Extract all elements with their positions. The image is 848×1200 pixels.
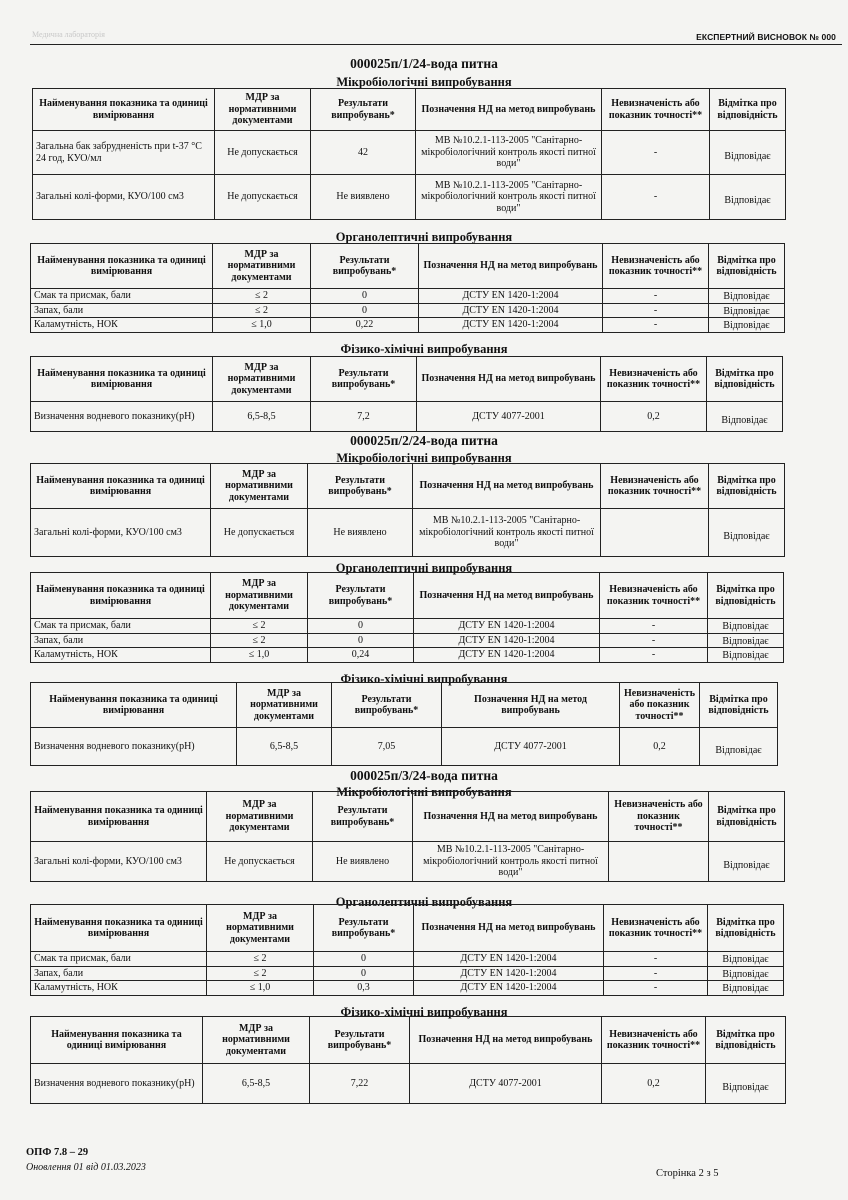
cell-uncert: - xyxy=(604,952,708,967)
faint-header-text: Медична лабораторія xyxy=(32,30,105,39)
section-title: Мікробіологічні випробування xyxy=(336,785,512,799)
header-uncert: Невизначеність або показник точності** xyxy=(604,905,708,952)
header-name: Найменування показника та одиниці вимірювання xyxy=(31,357,213,402)
cell-uncert: 0,2 xyxy=(602,1064,706,1104)
cell-name: Визначення водневого показнику(pH) xyxy=(31,402,213,432)
cell-mark: Відповідає xyxy=(709,318,785,333)
cell-mark: Відповідає xyxy=(709,509,785,557)
header-uncert: Невизначеність або показник точності** xyxy=(602,1017,706,1064)
header-uncert: Невизначеність або показник точності** xyxy=(600,573,708,619)
cell-mark: Відповідає xyxy=(708,619,784,634)
cell-method: ДСТУ EN 1420-1:2004 xyxy=(419,318,603,333)
cell-mark: Відповідає xyxy=(709,289,785,304)
header-name: Найменування показника та одиниці вимірювання xyxy=(31,464,211,509)
cell-mdr: ≤ 1,0 xyxy=(207,981,314,996)
cell-result: Не виявлено xyxy=(311,175,416,220)
table-row xyxy=(33,175,786,220)
header-method: Позначення НД на метод випробувань xyxy=(414,905,604,952)
table-row xyxy=(31,303,785,318)
header-result: Результати випробувань* xyxy=(332,683,442,728)
header-mark: Відмітка про відповідність xyxy=(709,244,785,289)
cell-method: ДСТУ 4077-2001 xyxy=(417,402,601,432)
cell-mark: Відповідає xyxy=(710,131,786,175)
table-row xyxy=(31,981,784,996)
cell-mdr: ≤ 2 xyxy=(211,619,308,634)
results-table xyxy=(30,682,778,766)
cell-result: 0 xyxy=(314,966,414,981)
cell-uncert: 0,2 xyxy=(620,728,700,766)
header-method: Позначення НД на метод випробувань xyxy=(410,1017,602,1064)
cell-mark: Відповідає xyxy=(709,303,785,318)
table-header-row xyxy=(31,357,783,402)
cell-uncert: - xyxy=(604,966,708,981)
header-mdr: МДР за нормативними документами xyxy=(211,464,308,509)
cell-method: ДСТУ EN 1420-1:2004 xyxy=(414,633,600,648)
header-method: Позначення НД на метод випробувань xyxy=(414,573,600,619)
cell-method: МВ №10.2.1-113-2005 "Санітарно-мікробіологічний контроль якості питної води" xyxy=(413,842,609,882)
section-title: Органолептичні випробування xyxy=(335,230,513,244)
sample-title: 000025п/2/24-вода питна xyxy=(350,433,498,448)
header-method: Позначення НД на метод випробувань xyxy=(416,89,602,131)
header-result: Результати випробувань* xyxy=(308,573,414,619)
header-result: Результати випробувань* xyxy=(311,244,419,289)
header-mark: Відмітка про відповідність xyxy=(709,464,785,509)
section-title: Мікробіологічні випробування xyxy=(336,451,512,465)
cell-result: 7,22 xyxy=(310,1064,410,1104)
cell-mark: Відповідає xyxy=(710,175,786,220)
cell-uncert xyxy=(609,842,709,882)
table-row xyxy=(31,648,784,663)
sample-title: 000025п/3/24-вода питна xyxy=(350,768,498,783)
header-name: Найменування показника та одиниці вимірювання xyxy=(31,244,213,289)
table-row xyxy=(31,318,785,333)
cell-result: 0 xyxy=(308,633,414,648)
cell-method: ДСТУ EN 1420-1:2004 xyxy=(414,981,604,996)
cell-mdr: 6,5-8,5 xyxy=(213,402,311,432)
table-row xyxy=(31,842,785,882)
form-code: ОПФ 7.8 – 29 xyxy=(26,1147,89,1158)
header-uncert: Невизначеність або показник точності** xyxy=(609,792,709,842)
cell-result: 0 xyxy=(314,952,414,967)
results-table xyxy=(30,243,785,333)
header-mdr: МДР за нормативними документами xyxy=(213,244,311,289)
table-header-row xyxy=(31,464,785,509)
cell-uncert: - xyxy=(603,318,709,333)
table-row xyxy=(31,619,784,634)
cell-mdr: Не допускається xyxy=(215,175,311,220)
cell-name: Каламутність, НОК xyxy=(31,648,211,663)
cell-mdr: ≤ 2 xyxy=(211,633,308,648)
header-method: Позначення НД на метод випробувань xyxy=(442,683,620,728)
table-row xyxy=(31,509,785,557)
cell-uncert: - xyxy=(602,175,710,220)
cell-mark: Відповідає xyxy=(708,633,784,648)
cell-method: МВ №10.2.1-113-2005 "Санітарно-мікробіологічний контроль якості питної води" xyxy=(413,509,601,557)
header-uncert: Невизначеність або показник точності** xyxy=(603,244,709,289)
cell-mdr: Не допускається xyxy=(211,509,308,557)
header-name: Найменування показника та одиниці вимірювання xyxy=(31,683,237,728)
header-mark: Відмітка про відповідність xyxy=(706,1017,786,1064)
cell-method: ДСТУ EN 1420-1:2004 xyxy=(414,648,600,663)
header-mdr: МДР за нормативними документами xyxy=(237,683,332,728)
header-mark: Відмітка про відповідність xyxy=(700,683,778,728)
table-row xyxy=(31,402,783,432)
cell-result: 0,3 xyxy=(314,981,414,996)
table-header-row xyxy=(31,792,785,842)
table-header-row xyxy=(31,573,784,619)
section-title: Органолептичні випробування xyxy=(335,561,513,575)
cell-mdr: ≤ 1,0 xyxy=(213,318,311,333)
cell-method: ДСТУ 4077-2001 xyxy=(410,1064,602,1104)
cell-mdr: ≤ 2 xyxy=(207,966,314,981)
header-method: Позначення НД на метод випробувань xyxy=(419,244,603,289)
cell-mark: Відповідає xyxy=(707,402,783,432)
header-result: Результати випробувань* xyxy=(311,89,416,131)
header-mark: Відмітка про відповідність xyxy=(707,357,783,402)
header-mark: Відмітка про відповідність xyxy=(710,89,786,131)
cell-uncert: - xyxy=(600,619,708,634)
section-title: Фізико-хімічні випробування xyxy=(340,672,508,686)
header-result: Результати випробувань* xyxy=(311,357,417,402)
header-mdr: МДР за нормативними документами xyxy=(213,357,311,402)
cell-mdr: 6,5-8,5 xyxy=(237,728,332,766)
sample-title: 000025п/1/24-вода питна xyxy=(350,56,498,71)
header-name: Найменування показника та одиниці вимірювання xyxy=(33,89,215,131)
cell-name: Загальні колі-форми, КУО/100 см3 xyxy=(31,509,211,557)
page-number: Сторінка 2 з 5 xyxy=(656,1168,719,1179)
report-header: ЕКСПЕРТНИЙ ВИСНОВОК № 000 xyxy=(696,32,836,42)
header-name: Найменування показника та одиниці вимірювання xyxy=(31,1017,203,1064)
cell-mark: Відповідає xyxy=(700,728,778,766)
table-row xyxy=(31,952,784,967)
cell-mark: Відповідає xyxy=(708,952,784,967)
header-mdr: МДР за нормативними документами xyxy=(215,89,311,131)
cell-mdr: ≤ 2 xyxy=(213,289,311,304)
cell-mark: Відповідає xyxy=(708,981,784,996)
cell-name: Смак та присмак, бали xyxy=(31,289,213,304)
cell-result: 0 xyxy=(308,619,414,634)
cell-result: 0,22 xyxy=(311,318,419,333)
table-header-row xyxy=(33,89,786,131)
cell-name: Загальні колі-форми, КУО/100 см3 xyxy=(33,175,215,220)
cell-mdr: ≤ 2 xyxy=(213,303,311,318)
cell-result: 0,24 xyxy=(308,648,414,663)
cell-result: 7,2 xyxy=(311,402,417,432)
cell-method: МВ №10.2.1-113-2005 "Санітарно-мікробіологічний контроль якості питної води" xyxy=(416,175,602,220)
table-row xyxy=(31,289,785,304)
results-table xyxy=(30,463,785,557)
cell-name: Запах, бали xyxy=(31,966,207,981)
cell-result: 0 xyxy=(311,289,419,304)
table-header-row xyxy=(31,244,785,289)
cell-result: 7,05 xyxy=(332,728,442,766)
cell-mark: Відповідає xyxy=(709,842,785,882)
table-header-row xyxy=(31,683,778,728)
cell-mdr: ≤ 1,0 xyxy=(211,648,308,663)
cell-uncert: - xyxy=(604,981,708,996)
cell-uncert: - xyxy=(603,289,709,304)
cell-result: Не виявлено xyxy=(308,509,413,557)
cell-uncert: - xyxy=(600,633,708,648)
header-mdr: МДР за нормативними документами xyxy=(203,1017,310,1064)
cell-name: Каламутність, НОК xyxy=(31,981,207,996)
table-row xyxy=(31,633,784,648)
cell-method: ДСТУ EN 1420-1:2004 xyxy=(414,619,600,634)
cell-method: ДСТУ EN 1420-1:2004 xyxy=(414,966,604,981)
cell-uncert: - xyxy=(602,131,710,175)
header-result: Результати випробувань* xyxy=(308,464,413,509)
header-uncert: Невизначеність або показник точності** xyxy=(602,89,710,131)
table-header-row xyxy=(31,1017,786,1064)
header-uncert: Невизначеність або показник точності** xyxy=(601,357,707,402)
cell-mark: Відповідає xyxy=(706,1064,786,1104)
header-uncert: Невизначеність або показник точності** xyxy=(601,464,709,509)
results-table xyxy=(30,904,784,996)
table-row xyxy=(33,131,786,175)
cell-mark: Відповідає xyxy=(708,648,784,663)
cell-method: ДСТУ 4077-2001 xyxy=(442,728,620,766)
header-name: Найменування показника та одиниці вимірювання xyxy=(31,573,211,619)
section-title: Фізико-хімічні випробування xyxy=(340,1005,508,1019)
header-result: Результати випробувань* xyxy=(314,905,414,952)
cell-name: Смак та присмак, бали xyxy=(31,619,211,634)
header-name: Найменування показника та одиниці вимірювання xyxy=(31,905,207,952)
cell-name: Смак та присмак, бали xyxy=(31,952,207,967)
cell-uncert: - xyxy=(600,648,708,663)
cell-method: ДСТУ EN 1420-1:2004 xyxy=(419,303,603,318)
cell-mdr: 6,5-8,5 xyxy=(203,1064,310,1104)
cell-name: Визначення водневого показнику(pH) xyxy=(31,1064,203,1104)
header-rule xyxy=(30,44,842,45)
header-mdr: МДР за нормативними документами xyxy=(207,905,314,952)
results-table xyxy=(32,88,786,220)
header-result: Результати випробувань* xyxy=(313,792,413,842)
cell-mdr: ≤ 2 xyxy=(207,952,314,967)
table-row xyxy=(31,1064,786,1104)
cell-name: Визначення водневого показнику(pH) xyxy=(31,728,237,766)
cell-uncert: - xyxy=(603,303,709,318)
header-method: Позначення НД на метод випробувань xyxy=(417,357,601,402)
cell-uncert xyxy=(601,509,709,557)
header-mark: Відмітка про відповідність xyxy=(708,905,784,952)
form-update: Оновлення 01 від 01.03.2023 xyxy=(26,1162,146,1173)
cell-uncert: 0,2 xyxy=(601,402,707,432)
table-header-row xyxy=(31,905,784,952)
header-method: Позначення НД на метод випробувань xyxy=(413,464,601,509)
section-title: Органолептичні випробування xyxy=(335,895,513,909)
section-title: Мікробіологічні випробування xyxy=(336,75,512,89)
results-table xyxy=(30,356,783,432)
cell-method: МВ №10.2.1-113-2005 "Санітарно-мікробіологічний контроль якості питної води" xyxy=(416,131,602,175)
cell-name: Запах, бали xyxy=(31,303,213,318)
cell-mdr: Не допускається xyxy=(207,842,313,882)
header-name: Найменування показника та одиниці вимірювання xyxy=(31,792,207,842)
cell-result: 42 xyxy=(311,131,416,175)
results-table xyxy=(30,791,785,882)
cell-name: Запах, бали xyxy=(31,633,211,648)
results-table xyxy=(30,1016,786,1104)
cell-method: ДСТУ EN 1420-1:2004 xyxy=(414,952,604,967)
table-row xyxy=(31,966,784,981)
cell-result: Не виявлено xyxy=(313,842,413,882)
cell-mark: Відповідає xyxy=(708,966,784,981)
cell-result: 0 xyxy=(311,303,419,318)
cell-mdr: Не допускається xyxy=(215,131,311,175)
header-mark: Відмітка про відповідність xyxy=(708,573,784,619)
header-mdr: МДР за нормативними документами xyxy=(211,573,308,619)
header-method: Позначення НД на метод випробувань xyxy=(413,792,609,842)
cell-name: Загальні колі-форми, КУО/100 см3 xyxy=(31,842,207,882)
cell-name: Каламутність, НОК xyxy=(31,318,213,333)
header-result: Результати випробувань* xyxy=(310,1017,410,1064)
cell-method: ДСТУ EN 1420-1:2004 xyxy=(419,289,603,304)
header-mdr: МДР за нормативними документами xyxy=(207,792,313,842)
table-row xyxy=(31,728,778,766)
header-mark: Відмітка про відповідність xyxy=(709,792,785,842)
section-title: Фізико-хімічні випробування xyxy=(340,342,508,356)
cell-name: Загальна бак забрудненість при t-37 °С 24 год, КУО/мл xyxy=(33,131,215,175)
header-uncert: Невизначеність або показник точності** xyxy=(620,683,700,728)
results-table xyxy=(30,572,784,663)
